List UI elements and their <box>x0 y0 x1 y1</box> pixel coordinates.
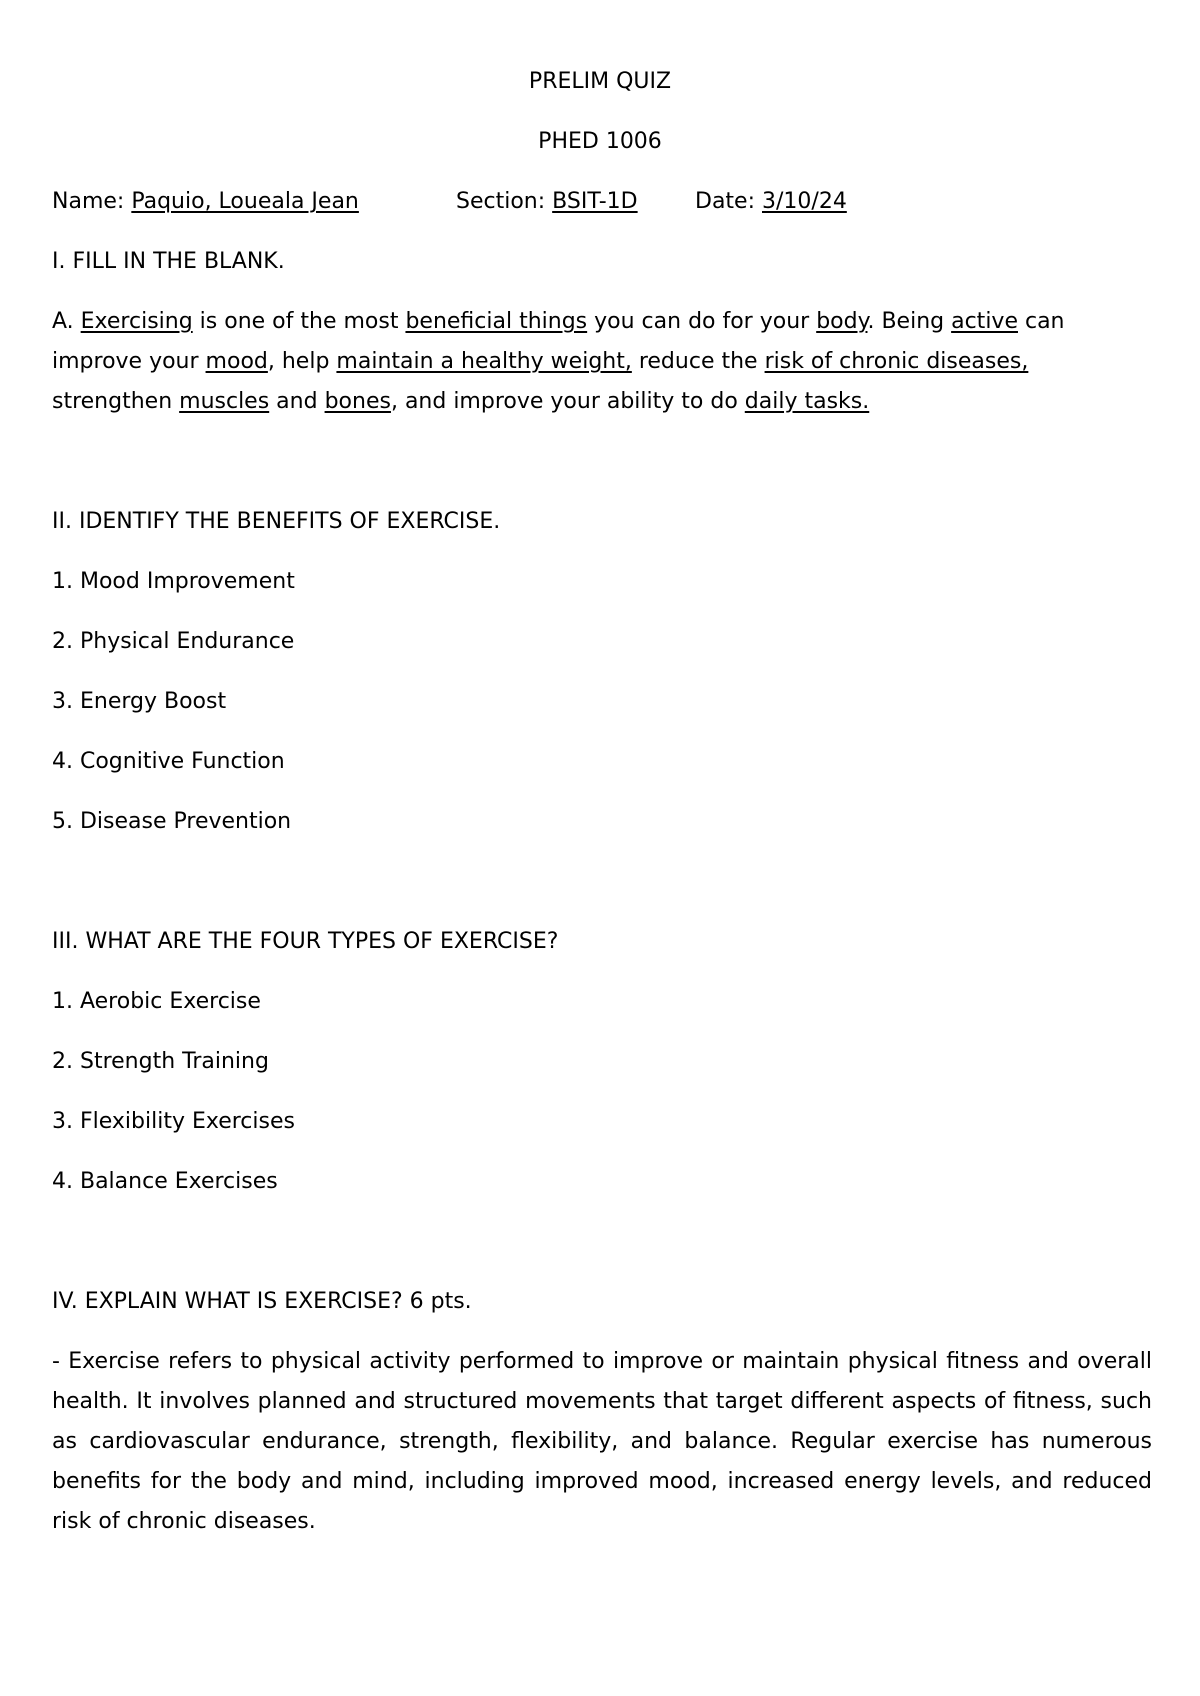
list-item: 3. Energy Boost <box>52 689 227 714</box>
name-label: Name: <box>52 189 125 214</box>
part1-heading: I. FILL IN THE BLANK. <box>52 249 285 274</box>
blank-answer: active <box>951 309 1018 334</box>
section-value: BSIT-1D <box>552 189 638 214</box>
part2-heading: II. IDENTIFY THE BENEFITS OF EXERCISE. <box>52 509 501 534</box>
blank-answer: maintain a healthy weight, <box>336 349 632 374</box>
course-code: PHED 1006 <box>538 129 662 154</box>
essay-answer: - Exercise refers to physical activity performed to improve or maintain physical fitness and overall health. It involves planned and structured movements that target different aspects of fitness, such as cardiovascular endurance, strength, flexibility, and balance. Regular exercise has numerous benefits for the body and mind, including improved mood, increased energy levels, and reduced risk of chronic diseases. <box>52 1349 1152 1534</box>
quiz-title: PRELIM QUIZ <box>528 69 672 94</box>
date-value: 3/10/24 <box>762 189 847 214</box>
list-item: 3. Flexibility Exercises <box>52 1109 295 1134</box>
list-item: 1. Aerobic Exercise <box>52 989 261 1014</box>
list-item: 4. Cognitive Function <box>52 749 285 774</box>
blank-answer: risk of chronic diseases, <box>764 349 1029 374</box>
student-info-line <box>52 187 359 217</box>
date-field <box>695 187 847 217</box>
blank-answer: bones <box>324 389 391 414</box>
blank-answer: daily tasks. <box>744 389 870 414</box>
fill-in-paragraph: A. Exercising is one of the most beneficial things you can do for your body. Being active can improve your mood, help maintain a healthy weight, reduce the risk of chronic diseases, strengthen muscles and bones, and improve your ability to do daily tasks. <box>52 309 1065 414</box>
list-item: 4. Balance Exercises <box>52 1169 278 1194</box>
blank-answer: body <box>816 309 868 334</box>
list-item: 2. Physical Endurance <box>52 629 295 654</box>
part4-heading: IV. EXPLAIN WHAT IS EXERCISE? 6 pts. <box>52 1289 472 1314</box>
blank-answer: mood <box>205 349 268 374</box>
list-item: 2. Strength Training <box>52 1049 269 1074</box>
blank-answer: Exercising <box>80 309 193 334</box>
list-item: 1. Mood Improvement <box>52 569 295 594</box>
name-value: Paquio, Loueala Jean <box>131 189 359 214</box>
section-field <box>456 187 638 217</box>
part3-heading: III. WHAT ARE THE FOUR TYPES OF EXERCISE? <box>52 929 559 954</box>
list-item: 5. Disease Prevention <box>52 809 292 834</box>
blank-answer: muscles <box>179 389 270 414</box>
blank-answer: beneficial things <box>405 309 588 334</box>
section-label: Section: <box>456 189 546 214</box>
date-label: Date: <box>695 189 755 214</box>
